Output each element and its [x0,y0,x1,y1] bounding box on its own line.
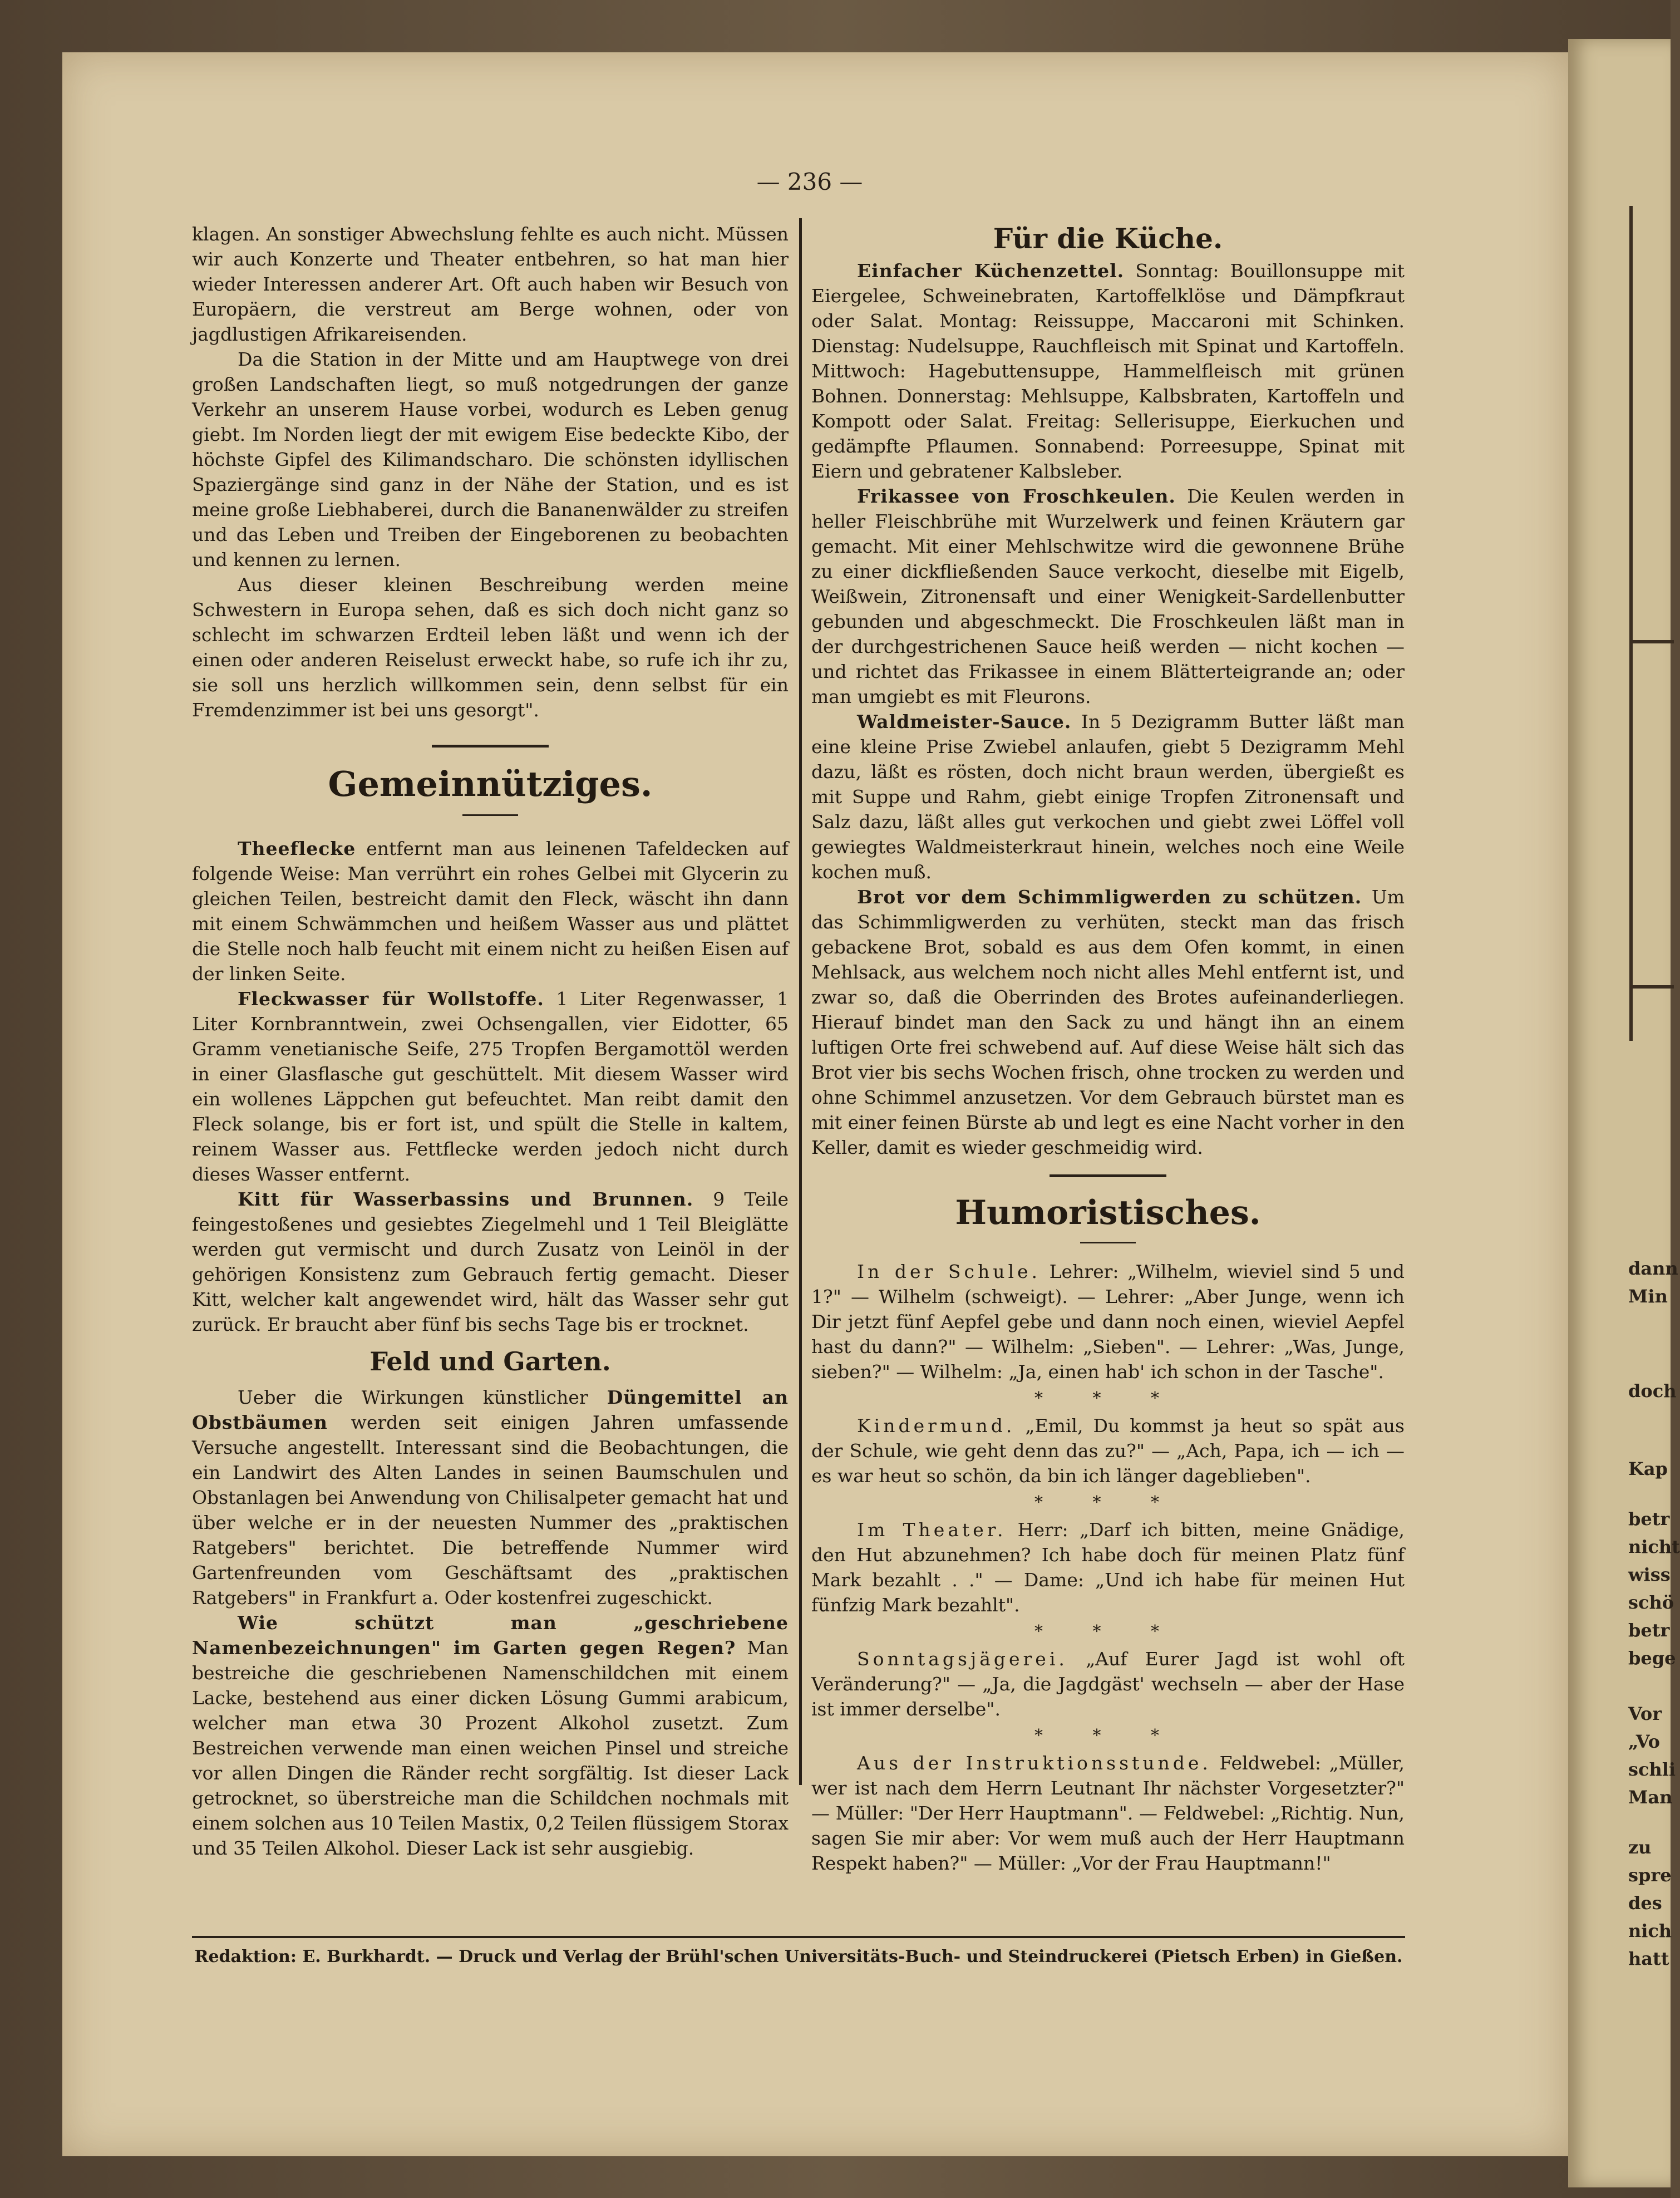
adjacent-page-rule [1629,206,1633,1041]
article-text: Sonntag: Bouillonsuppe mit Eiergelee, Schweinebraten, Kartoffelklöse und Dämpfkraut oder Salat. Montag: Reissuppe, Maccaroni mit Schinken. Dienstag: Nudelsuppe, Rauchfleisch mit Spinat und Kartoffeln. Mittwoch: Hagebuttensuppe, Hammelfleisch mit grünen Bohnen. Donnerstag: Mehlsuppe, Kalbsbraten, Kartoffeln und Kompott oder Salat. Freitag: Sellerisuppe, Eierkuchen und gedämpfte Pflaumen. Sonnabend: Porreesuppe, Spinat mit Eiern und gebratener Kalbsleber. [811,260,1405,482]
article-text: Man bestreiche die geschriebenen Namenschildchen mit einem Lacke, bestehend aus einer dicken Lösung Gummi arabicum, welcher man etwa 30 Prozent Alkohol zusetzt. Zum Bestreichen verwende man einen weichen Pinsel und streiche vor allen Dingen die Ränder recht sorgfältig. Ist dieser Lack getrocknet, so überstreiche man die Schildchen nochmals mit einem solchen aus 10 Teilen Mastix, 0,2 Teilen flüssigem Storax und 35 Teilen Alkohol. Dieser Lack ist sehr ausgiebig. [192,1637,789,1859]
imprint-footer: Redaktion: E. Burkhardt. — Druck und Verlag der Brühl'schen Universitäts-Buch- und Steindruckerei (Pietsch Erben) in Gießen. [194,1947,1403,1966]
article-lead: Einfacher Küchenzettel. [857,260,1125,282]
separator-stars: * * * [1034,1493,1182,1512]
separator-stars: * * * [1034,1622,1182,1641]
column-divider [799,218,802,1785]
right-column [811,222,1405,1876]
anecdote-text: Feldwebel: „Müller, wer ist nach dem Herrn Leutnant Ihr nächster Vorgesetzter?" — Müller: "Der Herr Hauptmann". — Feldwebel: „Richtig. Nun, sagen Sie mir aber: Vor wem muß auch der Herr Hauptmann Respekt haben?" — Müller: „Vor der Frau Hauptmann!" [811,1752,1405,1874]
article-lead: Wie schützt man „geschriebene Namenbezeichnungen" im Garten gegen Regen? [192,1612,789,1659]
adjacent-page-fragment: Vor [1628,1703,1662,1724]
section-title-kueche: Für die Küche. [993,222,1223,255]
adjacent-page-fragment: schli [1628,1759,1676,1780]
adjacent-page-rule [1629,985,1674,989]
anecdote-text: „Auf Eurer Jagd ist wohl oft Veränderung?" — „Ja, die Jagdgäst' wechseln — aber der Hase ist immer derselbe". [811,1648,1405,1720]
adjacent-page-fragment: wiss [1628,1564,1671,1585]
anecdote-lead: Sonntagsjägerei. [857,1648,1068,1670]
anecdote-lead: Aus der Instruktionsstunde. [857,1752,1211,1774]
anecdote-lead: In der Schule. [857,1261,1041,1282]
article-text: Ueber die Wirkungen künstlicher [238,1386,588,1408]
intro-paragraph: Aus dieser kleinen Beschreibung werden meine Schwestern in Europa sehen, daß es sich doch nicht ganz so schlecht im schwarzen Erdteil leben läßt und wenn ich der einen oder anderen Reiselust erweckt habe, so rufe ich ihr zu, sie soll uns herzlich willkommen sein, denn selbst für ein Fremdenzimmer ist bei uns gesorgt". [192,574,789,721]
adjacent-page-fragment: spre [1628,1865,1672,1886]
adjacent-page-fragment: Kap [1628,1458,1668,1479]
article-text: entfernt man aus leinenen Tafeldecken auf folgende Weise: Man verrührt ein rohes Gelbei mit Glycerin zu gleichen Teilen, bestreicht damit den Fleck, wäscht ihn dann mit einem Schwämmchen und heißem Wasser aus und plättet die Stelle noch halb feucht mit einem nicht zu heißen Eisen auf der linken Seite. [192,838,789,985]
adjacent-page-fragment: doch [1628,1380,1677,1402]
article-text: 1 Liter Regenwasser, 1 Liter Kornbranntwein, zwei Ochsengallen, vier Eidotter, 65 Gramm venetianische Seife, 275 Tropfen Bergamottöl werden in einer Glasflasche gut geschüttelt. Mit diesem Wasser wird ein wollenes Läppchen gut befeuchtet. Man reibt damit den Fleck solange, bis er fort ist, und spült die Stelle in kaltem, reinem Wasser aus. Fettflecke werden jedoch nicht durch dieses Wasser entfernt. [192,988,789,1185]
article-text: 9 Teile feingestoßenes und gesiebtes Ziegelmehl und 1 Teil Bleiglätte werden gut vermischt und durch Zusatz von Leinöl in der gehörigen Konsistenz zum Gebrauch fertig gemacht. Dieser Kitt, welcher kalt angewendet wird, hält das Wasser sehr gut zurück. Er braucht aber fünf bis sechs Tage bis er trocknet. [192,1188,789,1335]
article-lead: Frikassee von Froschkeulen. [857,485,1176,507]
separator-stars: * * * [1034,1726,1182,1745]
adjacent-page-fragment: betr [1628,1620,1670,1641]
adjacent-page-fragment: Man [1628,1787,1673,1808]
adjacent-page-rule [1629,640,1674,643]
section-title-feld-und-garten: Feld und Garten. [369,1346,611,1376]
adjacent-page-fragment: „Vo [1628,1731,1660,1752]
anecdote-text: Lehrer: „Wilhelm, wieviel sind 5 und 1?" — Wilhelm (schweigt). — Lehrer: „Aber Junge, wenn ich Dir jetzt fünf Aepfel gebe und dann noch einen, wieviel Aepfel hast du dann?" — Wilhelm: „Sieben". — Lehrer: „Was, Junge, sieben?" — Wilhelm: „Ja, einen hab' ich schon in der Tasche". [811,1261,1405,1383]
anecdote-lead: Im Theater. [857,1519,1007,1541]
adjacent-page-fragment: dann [1628,1258,1678,1279]
adjacent-page-fragment: Min [1628,1286,1668,1307]
adjacent-page-fragment: hatt [1628,1948,1669,1969]
adjacent-page-fragment: bege [1628,1648,1676,1669]
article-lead: Kitt für Wasserbassins und Brunnen. [238,1188,694,1210]
article-lead: Brot vor dem Schimmligwerden zu schützen. [857,886,1362,908]
page-number: — 236 — [756,168,863,195]
article-lead: Düngemittel an Obstbäumen [192,1386,789,1433]
adjacent-page-fragment: schö [1628,1592,1674,1613]
separator-stars: * * * [1034,1389,1182,1408]
adjacent-page-fragment: nich [1628,1920,1672,1941]
article-lead: Fleckwasser für Wollstoffe. [238,988,544,1010]
intro-paragraph: Da die Station in der Mitte und am Hauptwege von drei großen Landschaften liegt, so muß notgedrungen der ganze Verkehr an unserem Hause vorbei, wodurch es Leben genug giebt. Im Norden liegt der mit ewigem Eise bedeckte Kibo, der höchste Gipfel des Kilimandscharo. Die schönsten idyllischen Spaziergänge sind ganz in der Nähe der Station, und es ist meine große Liebhaberei, durch die Bananenwälder zu streifen und das Leben und Treiben der Eingeborenen zu beobachten und kennen zu lernen. [192,348,789,571]
intro-paragraph: klagen. An sonstiger Abwechslung fehlte es auch nicht. Müssen wir auch Konzerte und Theater entbehren, so hat man hier wieder Interessen anderer Art. Oft auch haben wir Besuch von Europäern, die verstreut am Berge wohnen, oder von jagdlustigen Afrikareisenden. [192,223,789,345]
left-column [192,222,789,1861]
footer-rule [192,1936,1405,1938]
article-text: Um das Schimmligwerden zu verhüten, steckt man das frisch gebackene Brot, sobald es aus dem Ofen kommt, in einen Mehlsack, aus welchem noch nicht alles Mehl entfernt ist, und zwar so, daß die Oberrinden des Brotes aufeinanderliegen. Hierauf bindet man den Sack zu und hängt ihn an einem luftigen Orte frei schwebend auf. Auf diese Weise hält sich das Brot vier bis sechs Wochen frisch, ohne trocken zu werden und ohne Schimmel anzusetzen. Vor dem Gebrauch bürstet man es mit einer feinen Bürste ab und legt es eine Nacht vorher in den Keller, damit es wieder geschmeidig wird. [811,886,1405,1158]
adjacent-page-fragment: des [1628,1892,1662,1914]
adjacent-page-fragment: betr [1628,1508,1670,1530]
anecdote-text: Herr: „Darf ich bitten, meine Gnädige, den Hut abzunehmen? Ich habe doch für meinen Platz fünf Mark bezahlt . ." — Dame: „Und ich habe für meinen Hut fünfzig Mark bezahlt". [811,1519,1405,1616]
adjacent-page-edge [1568,39,1680,2187]
article-text: Die Keulen werden in heller Fleischbrühe mit Wurzelwerk und feinen Kräutern gar gemacht. Mit einer Mehlschwitze wird die gewonnene Brühe zu einer dickfließenden Sauce verkocht, dieselbe mit Eigelb, Weißwein, Zitronensaft und einer Wenigkeit-Sardellenbutter gebunden und abgeschmeckt. Die Froschkeulen läßt man in der durchgestrichenen Sauce heiß werden — nicht kochen — und richtet das Frikassee in einem Blätterteigrande an; oder man umgiebt es mit Fleurons. [811,485,1405,707]
section-title-gemeinnuetziges: Gemeinnütziges. [328,764,653,804]
adjacent-page-fragment: nicht [1628,1536,1680,1557]
anecdote-lead: Kindermund. [857,1415,1016,1437]
article-lead: Waldmeister-Sauce. [857,711,1072,732]
article-text: werden seit einigen Jahren umfassende Versuche angestellt. Interessant sind die Beobachtungen, die ein Landwirt des Alten Landes in seinen Baumschulen und Obstanlagen bei Anwendung von Chilisalpeter gemacht hat und über welche er in der neuesten Nummer des „praktischen Ratgebers" berichtet. Die betreffende Nummer wird Gartenfreunden vom Geschäftsamt des „praktischen Ratgebers" in Frankfurt a. Oder kostenfrei zugeschickt. [192,1412,789,1609]
section-title-humoristisches: Humoristisches. [955,1193,1261,1232]
adjacent-page-fragment: zu [1628,1837,1652,1858]
article-lead: Theeflecke [238,838,356,859]
anecdote-text: „Emil, Du kommst ja heut so spät aus der Schule, wie geht denn das zu?" — „Ach, Papa, ich — ich — es war heut so schön, da bin ich länger dageblieben". [811,1415,1405,1487]
article-text: In 5 Dezigramm Butter läßt man eine kleine Prise Zwiebel anlaufen, giebt 5 Dezigramm Mehl dazu, läßt es rösten, doch nicht braun werden, übergießt es mit Suppe und Rahm, giebt einige Tropfen Zitronensaft und Salz dazu, läßt alles gut verkochen und giebt zwei Löffel voll gewiegtes Waldmeisterkraut hinein, welches noch eine Weile kochen muß. [811,711,1405,883]
